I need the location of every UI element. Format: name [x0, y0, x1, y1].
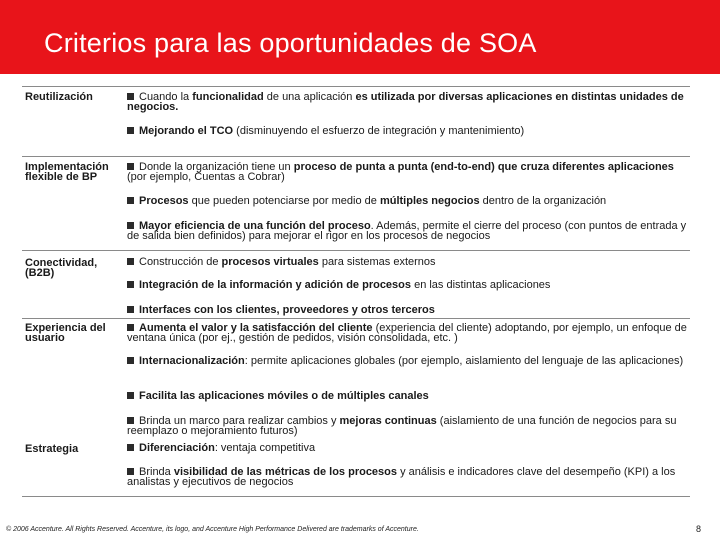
- square-bullet-icon: [127, 417, 134, 424]
- square-bullet-icon: [127, 444, 134, 451]
- square-bullet-icon: [127, 197, 134, 204]
- category-reutilizacion: Reutilización: [25, 91, 93, 103]
- section-divider: [22, 318, 690, 319]
- section-divider: [22, 86, 690, 87]
- square-bullet-icon: [127, 324, 134, 331]
- page-title: Criterios para las oportunidades de SOA: [44, 28, 537, 58]
- square-bullet-icon: [127, 93, 134, 100]
- section-divider: [22, 156, 690, 157]
- list-item: Donde la organización tiene un proceso de punta a punta (end-to-end) que cruza diferentes aplicaciones (por ejemplo, Cuentas a Cobrar): [127, 161, 674, 183]
- list-item: Mejorando el TCO (disminuyendo el esfuerzo de integración y mantenimiento): [127, 126, 692, 136]
- square-bullet-icon: [127, 281, 134, 288]
- category-experiencia: Experiencia del usuario: [25, 322, 106, 344]
- title-bar: [0, 0, 720, 74]
- page-number: 8: [696, 524, 702, 534]
- copyright-footer: © 2006 Accenture. All Rights Reserved. Accenture, its logo, and Accenture High Performance Delivered are trademarks of Accenture.: [6, 526, 419, 533]
- category-estrategia: Estrategia: [25, 443, 79, 455]
- list-item: Brinda visibilidad de las métricas de los procesos y análisis e indicadores clave del desempeño (KPI) a los analistas y ejecutivos de negocios: [127, 466, 676, 488]
- square-bullet-icon: [127, 357, 134, 364]
- square-bullet-icon: [127, 392, 134, 399]
- section-divider: [22, 250, 690, 251]
- square-bullet-icon: [127, 163, 134, 170]
- list-item: Diferenciación: ventaja competitiva: [127, 443, 692, 453]
- square-bullet-icon: [127, 258, 134, 265]
- list-item: Procesos que pueden potenciarse por medio de múltiples negocios dentro de la organización: [127, 196, 692, 206]
- list-item: Interfaces con los clientes, proveedores y otros terceros: [127, 305, 692, 315]
- category-conectividad: Conectividad, (B2B): [25, 257, 98, 279]
- list-item: Aumenta el valor y la satisfacción del cliente (experiencia del cliente) adoptando, por ejemplo, un enfoque de ventana única (por ej., gestión de pedidos, visión consolidada, etc. ): [127, 322, 687, 344]
- list-item: Integración de la información y adición de procesos en las distintas aplicaciones: [127, 280, 692, 290]
- square-bullet-icon: [127, 468, 134, 475]
- square-bullet-icon: [127, 127, 134, 134]
- square-bullet-icon: [127, 222, 134, 229]
- category-implementacion: Implementación flexible de BP: [25, 161, 109, 183]
- square-bullet-icon: [127, 306, 134, 313]
- list-item: Facilita las aplicaciones móviles o de múltiples canales: [127, 391, 692, 401]
- list-item: Brinda un marco para realizar cambios y mejoras continuas (aislamiento de una función de negocios para su reemplazo o mejoramiento futuros): [127, 415, 677, 437]
- section-divider: [22, 496, 690, 497]
- list-item: Internacionalización: permite aplicaciones globales (por ejemplo, aislamiento del lenguaje de las aplicaciones): [127, 356, 692, 366]
- list-item: Mayor eficiencia de una función del proceso. Además, permite el cierre del proceso (con puntos de entrada y de salida bien definidos) para mejorar el rigor en los procesos de negocios: [127, 220, 687, 242]
- list-item: Construcción de procesos virtuales para sistemas externos: [127, 257, 692, 267]
- list-item: Cuando la funcionalidad de una aplicación es utilizada por diversas aplicaciones en distintas unidades de negocios.: [127, 91, 684, 113]
